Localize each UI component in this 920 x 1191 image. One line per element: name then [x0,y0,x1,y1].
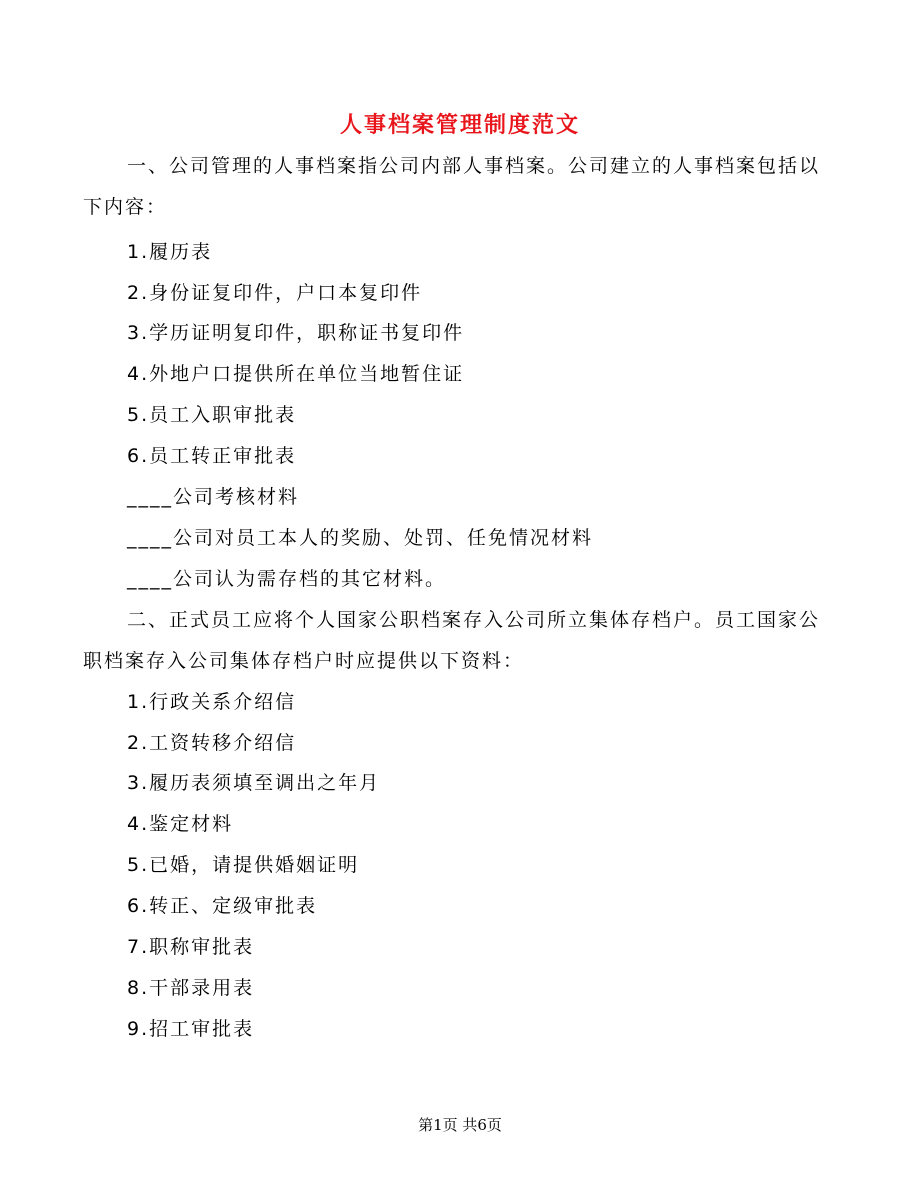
section2-list-item-2: 2.工资转移介绍信 [127,732,297,754]
section1-list-item-1: 1.履历表 [127,241,213,263]
section1-list-item-7: ____公司考核材料 [127,486,300,508]
section2-paragraph-line2: 职档案存入公司集体存档户时应提供以下资料： [83,650,525,672]
section2-list-item-8: 8.干部录用表 [127,977,255,999]
section2-list-item-5: 5.已婚，请提供婚姻证明 [127,854,360,876]
section2-list-item-6: 6.转正、定级审批表 [127,895,318,917]
section1-list-item-2: 2.身份证复印件，户口本复印件 [127,282,423,304]
page-number-footer: 第1页 共6页 [418,1116,502,1134]
section2-list-item-7: 7.职称审批表 [127,936,255,958]
section1-list-item-3: 3.学历证明复印件，职称证书复印件 [127,322,465,344]
section2-paragraph-line1: 二、正式员工应将个人国家公职档案存入公司所立集体存档户。员工国家公 [127,609,821,631]
section2-list-item-3: 3.履历表须填至调出之年月 [127,772,381,794]
section1-paragraph-line2: 下内容： [83,196,168,218]
section2-list-item-4: 4.鉴定材料 [127,813,234,835]
section2-list-item-1: 1.行政关系介绍信 [127,691,297,713]
section1-paragraph-line1: 一、公司管理的人事档案指公司内部人事档案。公司建立的人事档案包括以 [127,155,821,177]
section2-list-item-9: 9.招工审批表 [127,1018,255,1040]
section1-list-item-9: ____公司认为需存档的其它材料。 [127,568,447,590]
section1-list-item-8: ____公司对员工本人的奖励、处罚、任免情况材料 [127,527,594,549]
document-title: 人事档案管理制度范文 [339,113,580,138]
section1-list-item-4: 4.外地户口提供所在单位当地暂住证 [127,363,465,385]
section1-list-item-5: 5.员工入职审批表 [127,404,297,426]
section1-list-item-6: 6.员工转正审批表 [127,445,297,467]
